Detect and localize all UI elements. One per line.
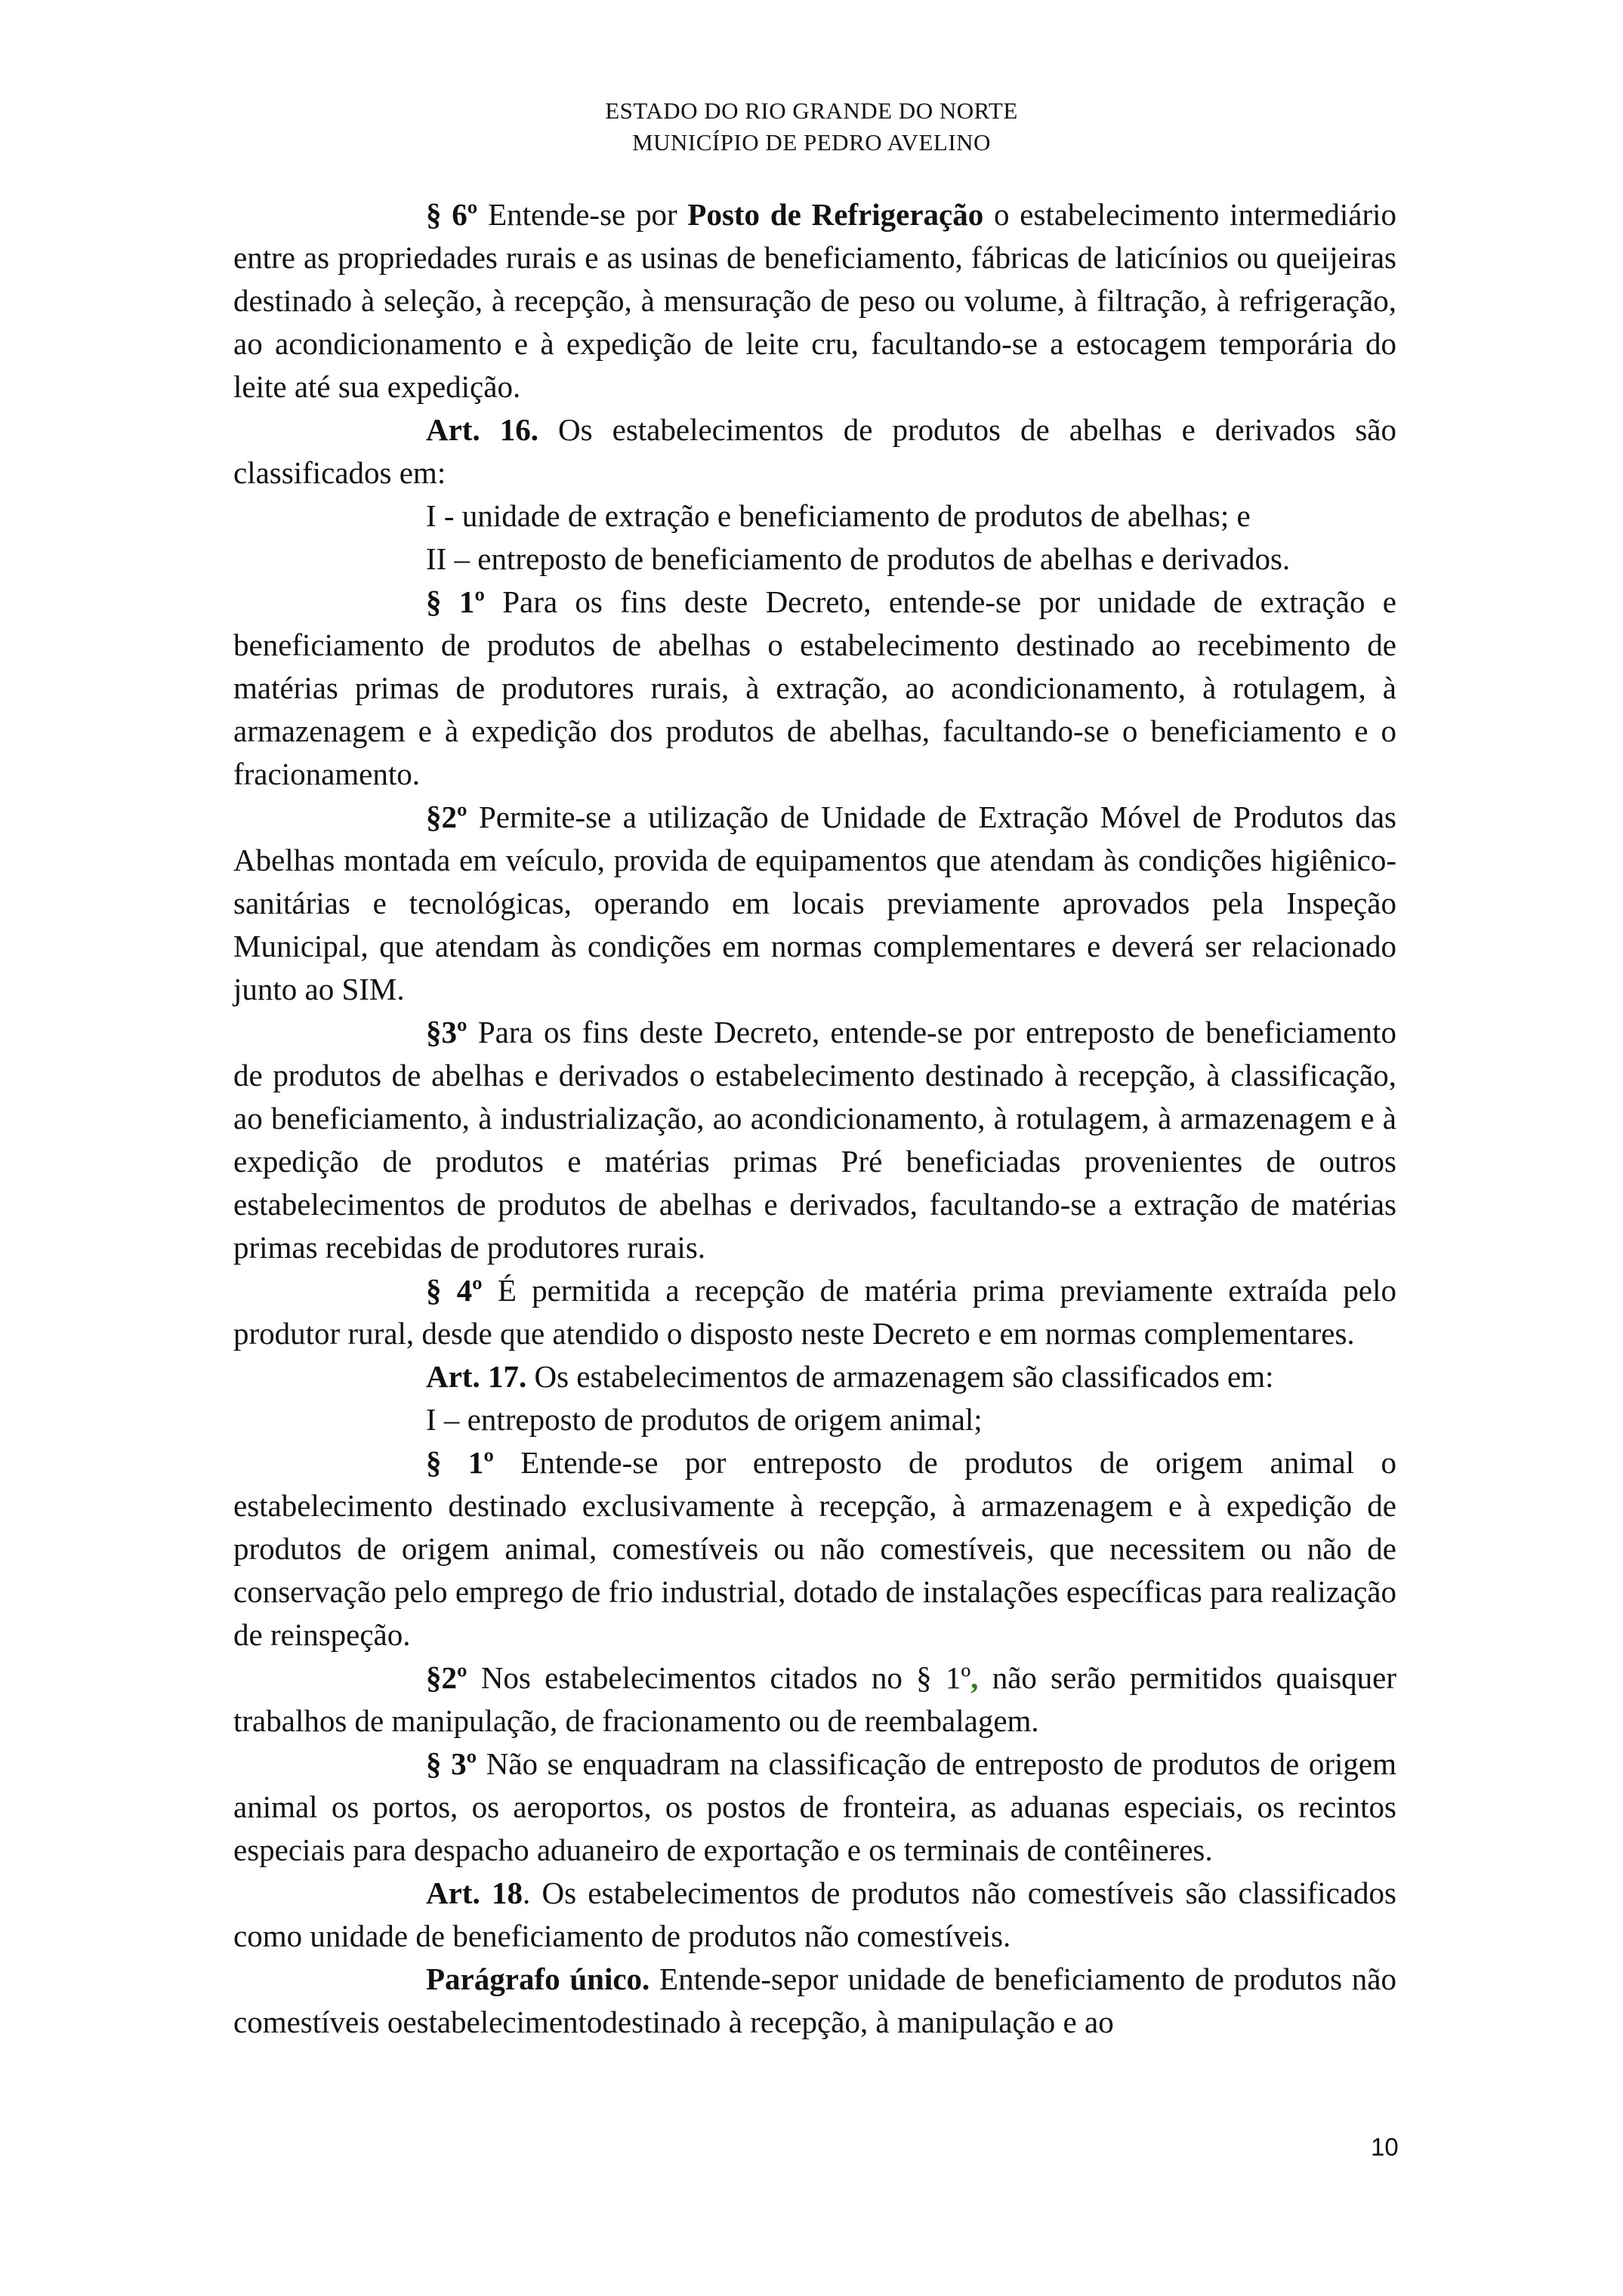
section-label: § 4º [426, 1273, 483, 1308]
header-municipality: MUNICÍPIO DE PEDRO AVELINO [632, 129, 991, 156]
article-17-paragraph-2: §2º Nos estabelecimentos citados no § 1º, não serão permitidos quaisquer trabalhos de manipulação, de fracionamento ou de reembalagem. [233, 1660, 1396, 1738]
article-16-item-ii: II – entreposto de beneficiamento de produtos de abelhas e derivados. [426, 541, 1291, 576]
header-state: ESTADO DO RIO GRANDE DO NORTE [605, 97, 1018, 124]
article-18: Art. 18. Os estabelecimentos de produtos não comestíveis são classificados como unidade de beneficiamento de produtos não comestíveis. [233, 1875, 1396, 1953]
page-header [0, 95, 1623, 159]
section-label: § 6º [426, 197, 478, 232]
section-label: §2º [426, 1660, 467, 1695]
section-label: §3º [426, 1015, 467, 1049]
paragraph-6-posto-refrigeracao: § 6º Entende-se por Posto de Refrigeração o estabelecimento intermediário entre as propriedades rurais e as usinas de beneficiamento, fábricas de laticínios ou queijeiras destinado à seleção, à recepção, à mensuração de peso ou volume, à filtração, à refrigeração, ao acondicionamento e à expedição de leite cru, facultando-se a estocagem temporária do leite até sua expedição. [233, 197, 1397, 404]
article-17-item-i: I – entreposto de produtos de origem animal; [426, 1402, 983, 1437]
article-16-paragraph-1: § 1º Para os fins deste Decreto, entende-se por unidade de extração e beneficiamento de produtos de abelhas o estabelecimento destinado ao recebimento de matérias primas de produtores rurais, à extração, ao acondicionamento, à rotulagem, à armazenagem e à expedição dos produtos de abelhas, facultando-se o beneficiamento e o fracionamento. [233, 584, 1396, 791]
article-16-paragraph-2: §2º Permite-se a utilização de Unidade de Extração Móvel de Produtos das Abelhas montada em veículo, provida de equipamentos que atendam às condições higiênico-sanitárias e tecnológicas, operando em locais previamente aprovados pela Inspeção Municipal, que atendam às condições em normas complementares e deverá ser relacionado junto ao SIM. [233, 800, 1396, 1006]
article-label: Art. 18 [426, 1875, 523, 1910]
page-number: 10 [1371, 2133, 1399, 2161]
section-label: § 1º [426, 584, 485, 619]
section-label: §2º [426, 800, 467, 834]
article-16-paragraph-4: § 4º É permitida a recepção de matéria prima previamente extraída pelo produtor rural, desde que atendido o disposto neste Decreto e em normas complementares. [233, 1273, 1396, 1351]
defined-term: Posto de Refrigeração [687, 197, 984, 232]
article-16: Art. 16. Os estabelecimentos de produtos de abelhas e derivados são classificados em: [233, 412, 1396, 490]
section-label: § 1º [426, 1445, 494, 1480]
section-label: § 3º [426, 1746, 477, 1781]
article-17-paragraph-3: § 3º Não se enquadram na classificação de entreposto de produtos de origem animal os portos, os aeroportos, os postos de fronteira, as aduanas especiais, os recintos especiais para despacho aduaneiro de exportação e os terminais de contêineres. [233, 1746, 1396, 1867]
article-label: Art. 17. [426, 1359, 527, 1394]
article-16-paragraph-3: §3º Para os fins deste Decreto, entende-se por entreposto de beneficiamento de produtos de abelhas e derivados o estabelecimento destinado à recepção, à classificação, ao beneficiamento, à industrialização, ao acondicionamento, à rotulagem, à armazenagem e à expedição de produtos e matérias primas Pré beneficiadas provenientes de outros estabelecimentos de produtos de abelhas e derivados, facultando-se a extração de matérias primas recebidas de produtores rurais. [233, 1015, 1396, 1265]
article-17: Art. 17. Os estabelecimentos de armazenagem são classificados em: [426, 1359, 1274, 1394]
highlighted-comma: , [970, 1660, 979, 1695]
article-17-paragraph-1: § 1º Entende-se por entreposto de produtos de origem animal o estabelecimento destinado exclusivamente à recepção, à armazenagem e à expedição de produtos de origem animal, comestíveis ou não comestíveis, que necessitem ou não de conservação pelo emprego de frio industrial, dotado de instalações específicas para realização de reinspeção. [233, 1445, 1396, 1652]
section-label: Parágrafo único. [426, 1962, 650, 1996]
article-18-sole-paragraph: Parágrafo único. Entende-sepor unidade de beneficiamento de produtos não comestíveis oestabelecimentodestinado à recepção, à manipulação e ao [233, 1962, 1396, 2039]
article-label: Art. 16. [426, 412, 538, 447]
document-body [233, 193, 1396, 2044]
article-16-item-i: I - unidade de extração e beneficiamento de produtos de abelhas; e [426, 498, 1251, 533]
